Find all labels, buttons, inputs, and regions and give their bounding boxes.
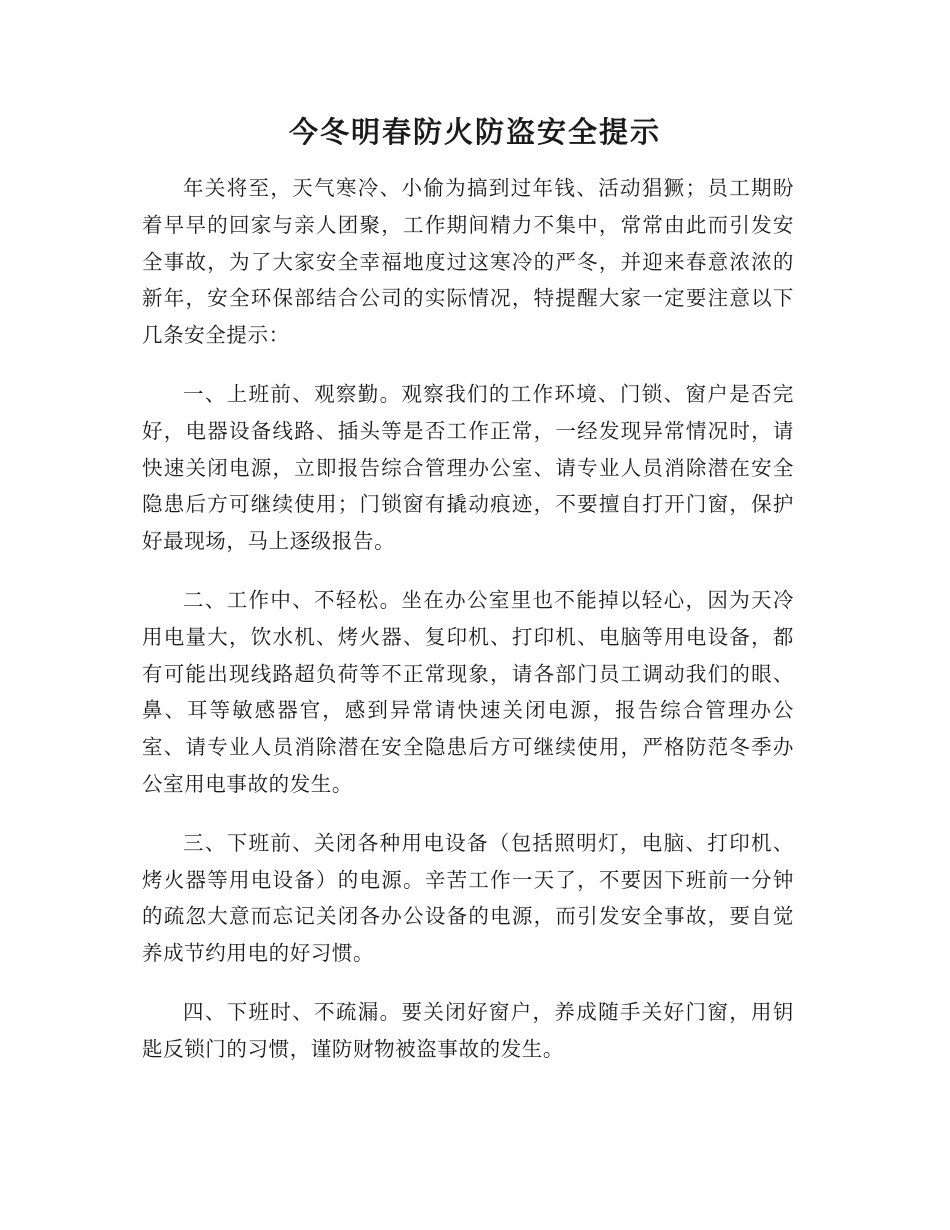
intro-paragraph: 年关将至，天气寒冷、小偷为搞到过年钱、活动猖獗；员工期盼着早早的回家与亲人团聚，工作期间精力不集中，常常由此而引发安全事故，为了大家安全幸福地度过这寒冷的严冬，并迎来春意浓浓的新年，安全环保部结合公司的实际情况，特提醒大家一定要注意以下几条安全提示： [142, 176, 794, 348]
tip-paragraph-2: 二、工作中、不轻松。坐在办公室里也不能掉以轻心，因为天冷用电量大，饮水机、烤火器、复印机、打印机、电脑等用电设备，都有可能出现线路超负荷等不正常现象，请各部门员工调动我们的眼、鼻、耳等敏感器官，感到异常请快速关闭电源，报告综合管理办公室、请专业人员消除潜在安全隐患后方可继续使用，严格防范冬季办公室用电事故的发生。 [142, 587, 794, 796]
tip-paragraph-1: 一、上班前、观察勤。观察我们的工作环境、门锁、窗户是否完好，电器设备线路、插头等是否工作正常，一经发现异常情况时，请快速关闭电源，立即报告综合管理办公室、请专业人员消除潜在安全隐患后方可继续使用；门锁窗有撬动痕迹，不要擅自打开门窗，保护好最现场，马上逐级报告。 [142, 381, 794, 554]
document-title: 今冬明春防火防盗安全提示 [288, 115, 661, 149]
tip-paragraph-3: 三、下班前、关闭各种用电设备（包括照明灯，电脑、打印机、烤火器等用电设备）的电源。辛苦工作一天了，不要因下班前一分钟的疏忽大意而忘记关闭各办公设备的电源，而引发安全事故，要自觉养成节约用电的好习惯。 [142, 830, 794, 966]
tip-paragraph-4: 四、下班时、不疏漏。要关闭好窗户，养成随手关好门窗，用钥匙反锁门的习惯，谨防财物被盗事故的发生。 [142, 999, 794, 1061]
